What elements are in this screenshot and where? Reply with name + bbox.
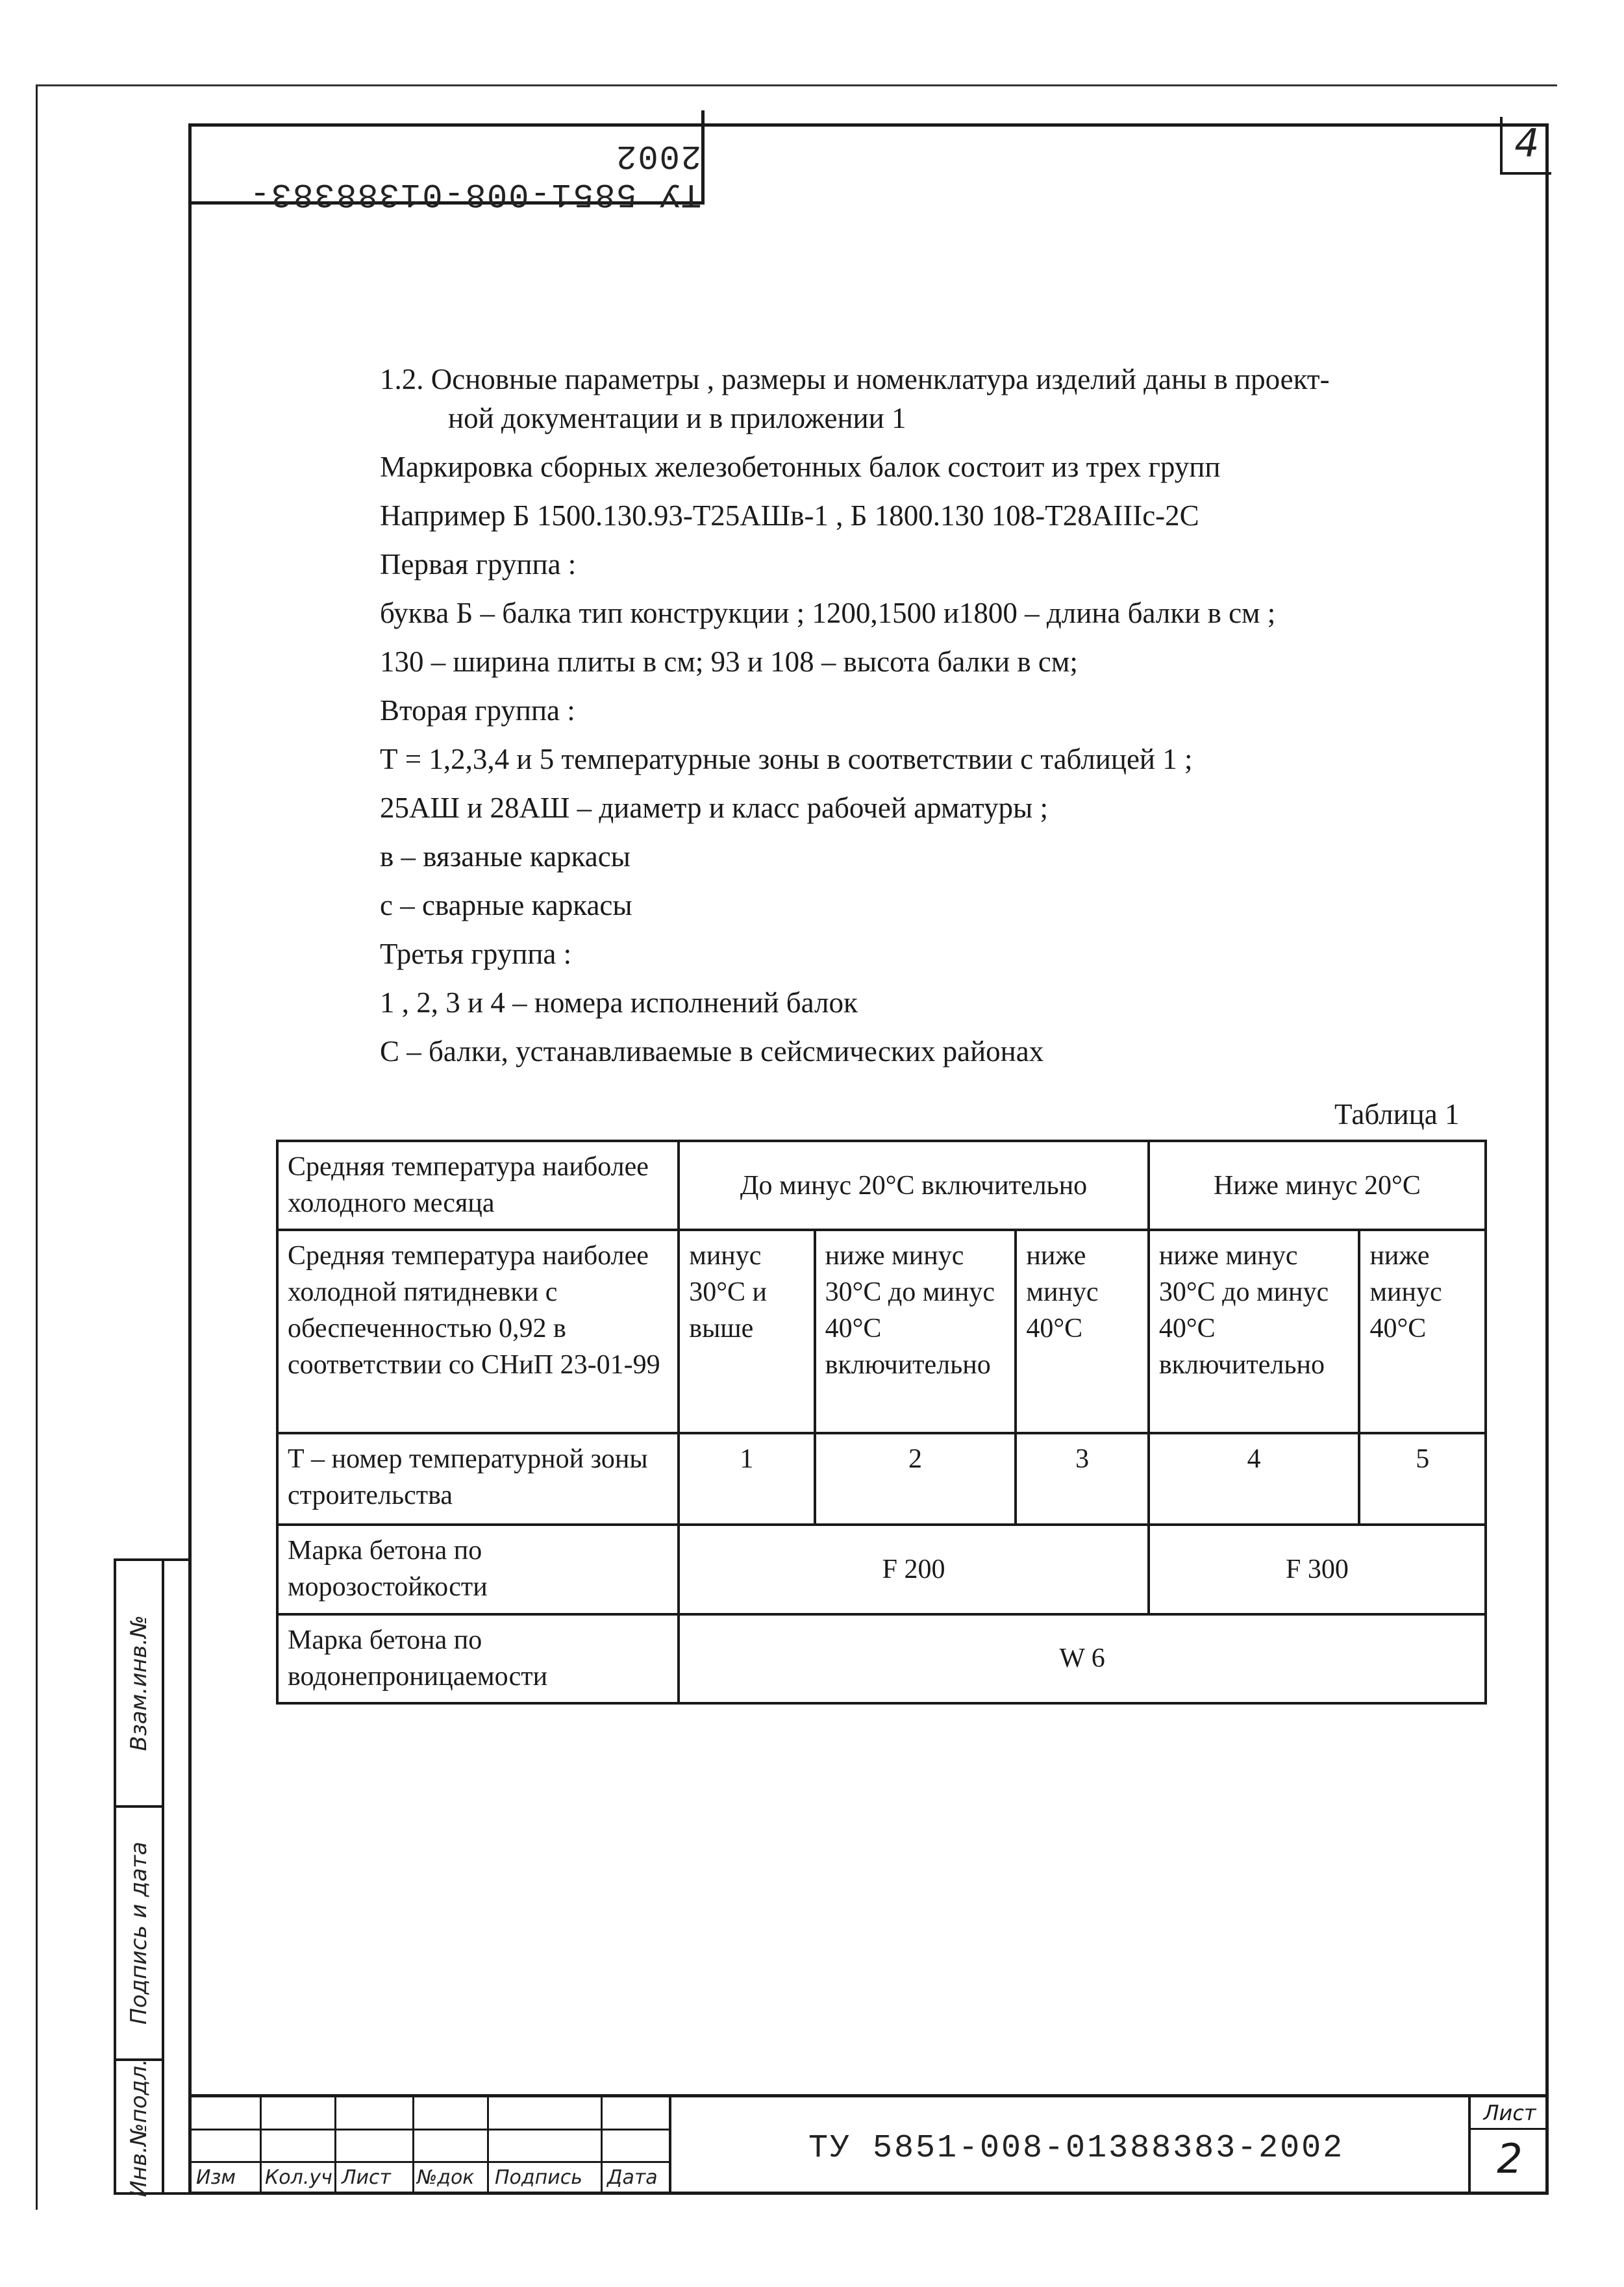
sheet-number: 2 bbox=[1497, 2135, 1523, 2182]
body-line: С – балки, устанавливаемые в сейсмических районах bbox=[380, 1035, 1044, 1068]
side-cell-inventory bbox=[116, 2058, 162, 2197]
grid-line bbox=[601, 2097, 603, 2195]
row-label-zone: Т – номер температурной зоны строительства bbox=[277, 1433, 679, 1525]
body-line: Маркировка сборных железобетонных балок состоит из трех групп bbox=[380, 451, 1221, 483]
sheet-label: Лист bbox=[1471, 2101, 1549, 2130]
cell-temp-1: минус 30°С и выше bbox=[679, 1230, 814, 1433]
body-line: Например Б 1500.130.93-Т25АШв-1 , Б 1800.130 108-Т28АIIIс-2С bbox=[380, 499, 1199, 532]
cell-zone-3: 3 bbox=[1016, 1433, 1148, 1525]
cell-temp-5: ниже минус 40°С bbox=[1359, 1230, 1486, 1433]
body-line: 1 , 2, 3 и 4 – номера исполнений балок bbox=[380, 986, 858, 1019]
table-row bbox=[277, 1141, 1486, 1230]
table-row bbox=[277, 1230, 1486, 1433]
side-cell-signature bbox=[116, 1808, 162, 2061]
cell-temp-3: ниже минус 40°С bbox=[1016, 1230, 1148, 1433]
side-label-replacement: Взам.инв.№ bbox=[126, 1615, 152, 1751]
side-label-inventory: Инв.№подл. bbox=[126, 2058, 152, 2197]
row-label-water: Марка бетона по водонепроницаемости bbox=[277, 1614, 679, 1703]
top-stamp bbox=[188, 110, 705, 213]
cell-frost-b: F 300 bbox=[1149, 1525, 1486, 1614]
corner-page-number: 4 bbox=[1500, 117, 1551, 175]
side-label-signature: Подпись и дата bbox=[126, 1842, 152, 2025]
grid-line bbox=[487, 2097, 489, 2195]
body-line: 1.2. Основные параметры , размеры и номенклатура изделий даны в проект- bbox=[380, 363, 1330, 395]
side-cell-replacement bbox=[116, 1561, 162, 1808]
side-strip bbox=[114, 1558, 188, 2195]
table-row bbox=[277, 1614, 1486, 1703]
body-line: с – сварные каркасы bbox=[380, 889, 632, 921]
table-row bbox=[277, 1525, 1486, 1614]
body-line: 25АШ и 28АШ – диаметр и класс рабочей арматуры ; bbox=[380, 792, 1049, 824]
cell-zone-4: 4 bbox=[1149, 1433, 1360, 1525]
row-label-month-temp: Средняя температура наиболее холодного месяца bbox=[277, 1141, 679, 1230]
grid-line bbox=[334, 2097, 336, 2195]
label-signature: Подпись bbox=[495, 2166, 582, 2189]
group-header-b: Ниже минус 20°С bbox=[1149, 1141, 1486, 1230]
grid-line bbox=[412, 2097, 414, 2195]
body-line: Третья группа : bbox=[380, 938, 572, 970]
group-header-a: До минус 20°С включительно bbox=[679, 1141, 1149, 1230]
cell-zone-2: 2 bbox=[815, 1433, 1016, 1525]
body-line: Вторая группа : bbox=[380, 694, 575, 727]
title-doc-code: ТУ 5851-008-01388383-2002 bbox=[808, 2130, 1345, 2167]
title-block bbox=[188, 2094, 1549, 2198]
side-divider bbox=[162, 1561, 164, 2192]
cell-water: W 6 bbox=[679, 1614, 1486, 1703]
cell-zone-1: 1 bbox=[679, 1433, 814, 1525]
label-doc-no: №док bbox=[417, 2166, 475, 2189]
row-label-frost: Марка бетона по морозостойкости bbox=[277, 1525, 679, 1614]
body-line: 130 – ширина плиты в см; 93 и 108 – высота балки в см; bbox=[380, 645, 1078, 678]
revision-grid bbox=[188, 2097, 671, 2195]
table-row bbox=[277, 1433, 1486, 1525]
label-count: Кол.уч bbox=[265, 2166, 332, 2189]
temperature-table bbox=[276, 1140, 1487, 1705]
body-line: ной документации и в приложении 1 bbox=[448, 402, 906, 434]
body-line: в – вязаные каркасы bbox=[380, 840, 631, 873]
sheet-box bbox=[1468, 2097, 1549, 2195]
top-doc-code: ТУ 5851-008-01388383-2002 bbox=[248, 136, 701, 213]
cell-frost-a: F 200 bbox=[679, 1525, 1149, 1614]
body-line: Первая группа : bbox=[380, 548, 577, 581]
label-date: Дата bbox=[607, 2166, 658, 2189]
label-sheet: Лист bbox=[342, 2166, 392, 2189]
body-line: Т = 1,2,3,4 и 5 температурные зоны в соответствии с таблицей 1 ; bbox=[380, 743, 1193, 775]
label-change: Изм bbox=[196, 2166, 236, 2189]
body-line: буква Б – балка тип конструкции ; 1200,1500 и1800 – длина балки в см ; bbox=[380, 597, 1276, 629]
grid-line bbox=[260, 2097, 262, 2195]
cell-temp-2: ниже минус 30°С до минус 40°С включительно bbox=[815, 1230, 1016, 1433]
table-caption: Таблица 1 bbox=[1334, 1098, 1460, 1131]
row-label-five-day-temp: Средняя температура наиболее холодной пятидневки с обеспеченностью 0,92 в соответствии со СНиП 23-01-99 bbox=[277, 1230, 679, 1433]
cell-temp-4: ниже минус 30°С до минус 40°С включительно bbox=[1149, 1230, 1360, 1433]
cell-zone-5: 5 bbox=[1359, 1433, 1486, 1525]
